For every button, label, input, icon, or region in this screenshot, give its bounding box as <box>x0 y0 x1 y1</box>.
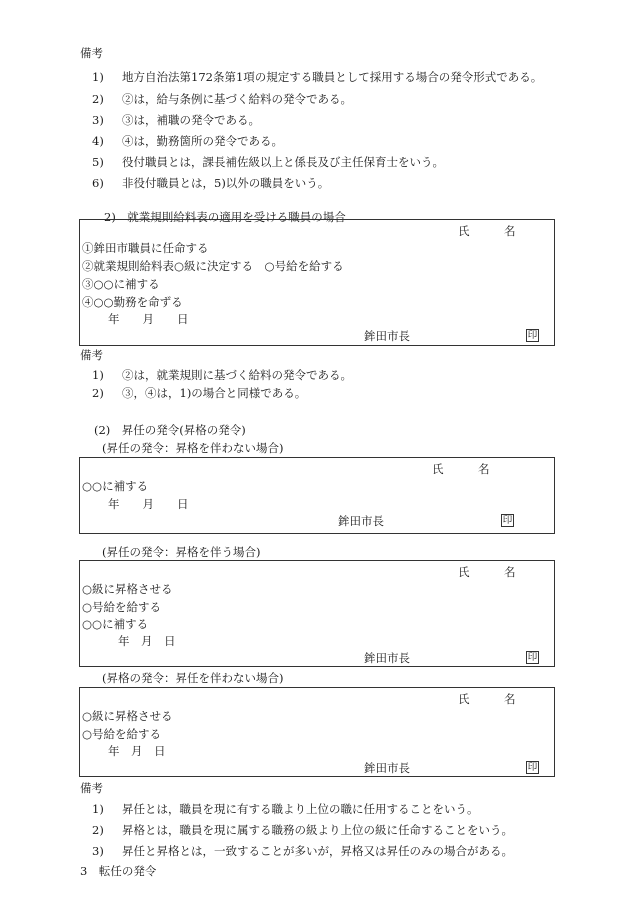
form-line: ③○○に補する <box>82 277 160 291</box>
form-line: ○号給を給する <box>82 600 162 614</box>
box-caption: (昇任の発令：昇格を伴わない場合) <box>102 441 284 455</box>
appointment-form-box <box>79 219 555 346</box>
signer: 鉾田市長 <box>364 329 410 343</box>
seal-mark: 印 <box>527 762 538 773</box>
remark-num: 2) <box>92 823 104 837</box>
remark-num: 1) <box>92 368 104 382</box>
remark-text: 役付職員とは，課長補佐級以上と係長及び主任保育士をいう。 <box>122 155 444 169</box>
remark-num: 3) <box>92 113 104 127</box>
remarks-title: 備考 <box>80 348 103 362</box>
signer: 鉾田市長 <box>364 761 410 775</box>
section-heading: 2) 就業規則給料表の適用を受ける職員の場合 <box>104 210 346 224</box>
section-heading: 3 転任の発令 <box>80 864 157 878</box>
form-line: ○級に昇格させる <box>82 582 173 596</box>
form-line: ①鉾田市職員に任命する <box>82 241 209 255</box>
remark-num: 3) <box>92 844 104 858</box>
seal-mark: 印 <box>502 515 513 526</box>
remark-text: 非役付職員とは，5)以外の職員をいう。 <box>122 176 330 190</box>
remark-text: ②は，給与条例に基づく給料の発令である。 <box>122 92 352 106</box>
remark-num: 6) <box>92 176 104 190</box>
remark-text: ③，④は，1)の場合と同様である。 <box>122 386 307 400</box>
signer: 鉾田市長 <box>338 514 384 528</box>
remarks-title: 備考 <box>80 46 103 60</box>
remark-text: 昇任とは，職員を現に有する職より上位の職に任用することをいう。 <box>122 802 479 816</box>
name-header: 氏 名 <box>458 565 516 579</box>
remark-num: 2) <box>92 92 104 106</box>
remark-num: 5) <box>92 155 104 169</box>
signer: 鉾田市長 <box>364 651 410 665</box>
date-line: 年 月 日 <box>108 312 189 326</box>
remark-num: 1) <box>92 70 104 84</box>
box-caption: (昇格の発令：昇任を伴わない場合) <box>102 671 284 685</box>
remark-text: ③は，補職の発令である。 <box>122 113 260 127</box>
remark-num: 2) <box>92 386 104 400</box>
remark-text: 昇格とは，職員を現に属する職務の級より上位の級に任命することをいう。 <box>122 823 513 837</box>
remark-text: ④は，勤務箇所の発令である。 <box>122 134 283 148</box>
date-line: 年 月 日 <box>118 634 176 648</box>
appointment-form-box <box>79 457 555 534</box>
form-line: ○号給を給する <box>82 727 162 741</box>
date-line: 年 月 日 <box>108 744 166 758</box>
appointment-form-box <box>79 687 555 777</box>
name-header: 氏 名 <box>458 692 516 706</box>
remark-num: 4) <box>92 134 104 148</box>
date-line: 年 月 日 <box>108 497 189 511</box>
form-line: ④○○勤務を命ずる <box>82 295 183 309</box>
name-header: 氏 名 <box>432 462 490 476</box>
seal-mark: 印 <box>527 330 538 341</box>
form-line: ○○に補する <box>82 617 149 631</box>
appointment-form-box <box>79 560 555 667</box>
form-line: ○○に補する <box>82 479 149 493</box>
remark-num: 1) <box>92 802 104 816</box>
section-heading: (2) 昇任の発令(昇格の発令) <box>94 423 246 437</box>
remark-text: 昇任と昇格とは，一致することが多いが，昇格又は昇任のみの場合がある。 <box>122 844 513 858</box>
seal-mark: 印 <box>527 652 538 663</box>
remark-text: ②は，就業規則に基づく給料の発令である。 <box>122 368 352 382</box>
remark-text: 地方自治法第172条第1項の規定する職員として採用する場合の発令形式である。 <box>122 70 543 84</box>
box-caption: (昇任の発令：昇格を伴う場合) <box>102 545 261 559</box>
form-line: ○級に昇格させる <box>82 709 173 723</box>
name-header: 氏 名 <box>458 224 516 238</box>
remarks-title: 備考 <box>80 781 103 795</box>
form-line: ②就業規則給料表○級に決定する ○号給を給する <box>82 259 344 273</box>
